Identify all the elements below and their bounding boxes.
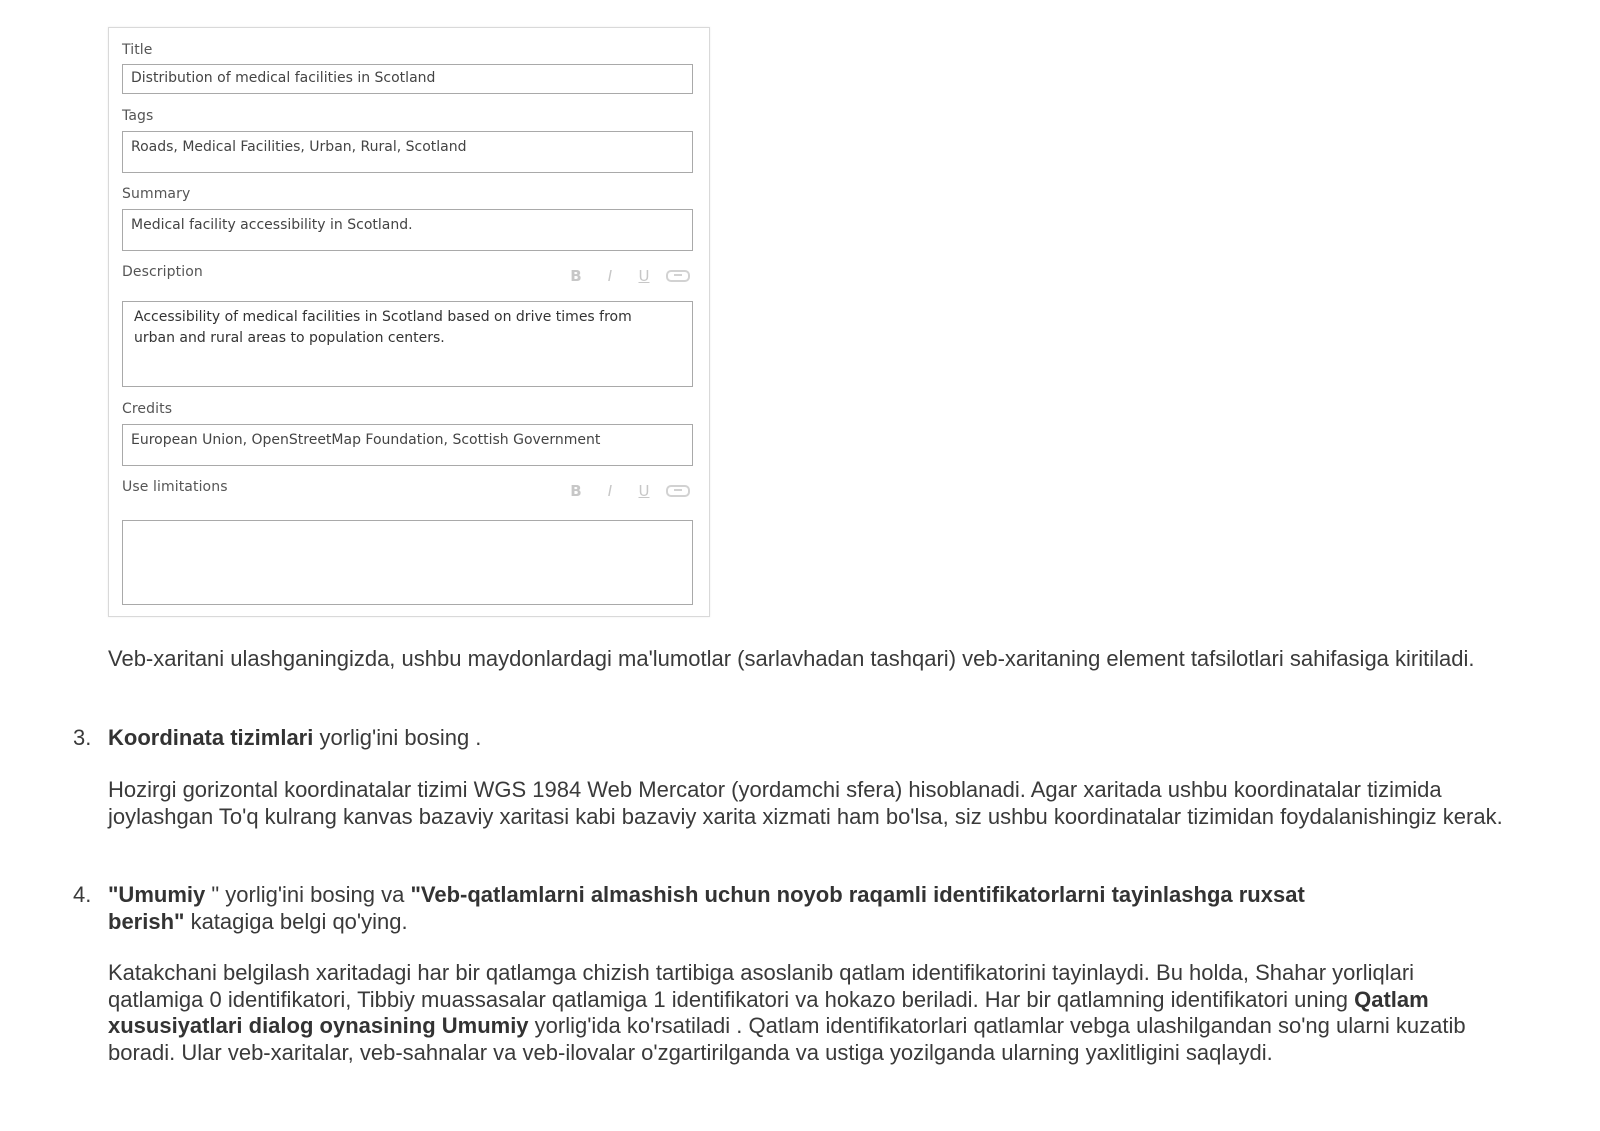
metadata-form xyxy=(108,27,710,617)
credits-input[interactable]: European Union, OpenStreetMap Foundation, Scottish Government xyxy=(122,424,693,466)
underline-button[interactable]: U xyxy=(638,482,650,500)
tags-input[interactable]: Roads, Medical Facilities, Urban, Rural, Scotland xyxy=(122,131,693,173)
step-3-instruction xyxy=(108,725,1508,752)
title-label: Title xyxy=(122,42,153,58)
title-input[interactable] xyxy=(122,64,693,94)
bold-button[interactable]: B xyxy=(570,482,582,500)
coordinate-systems-tab-name: Koordinata tizimlari xyxy=(108,725,314,750)
italic-button[interactable]: I xyxy=(607,267,613,285)
bold-button[interactable]: B xyxy=(570,267,582,285)
description-label: Description xyxy=(122,264,203,280)
step-4-text-end: katagiga belgi qo'ying. xyxy=(184,908,408,934)
underline-button[interactable]: U xyxy=(638,267,650,285)
use-limitations-label: Use limitations xyxy=(122,479,228,495)
link-button[interactable] xyxy=(661,266,695,286)
description-toolbar xyxy=(559,266,695,286)
tags-label: Tags xyxy=(122,108,154,124)
use-limitations-input[interactable] xyxy=(122,520,693,605)
link-button[interactable] xyxy=(661,481,695,501)
step-4-note xyxy=(108,960,1508,1066)
summary-input[interactable]: Medical facility accessibility in Scotland. xyxy=(122,209,693,251)
link-icon xyxy=(666,485,690,497)
step-4-note-text: Katakchani belgilash xaritadagi har bir qatlamga chizish tartibiga asoslanib qatlam identifikatorini tayinlaydi. Bu holda, Shahar yorliqlari qatlamiga 0 identifikatori, Tibbiy muassasalar qatlamiga 1 identifikatori va hokazo beriladi. Har bir qatlamning identifikatori uning xyxy=(108,960,1415,1012)
step-number: 4. xyxy=(73,882,92,907)
step-number: 3. xyxy=(73,725,92,750)
step-4-text: " yorlig'ini bosing va xyxy=(205,882,411,907)
share-note: Veb-xaritani ulashganingizda, ushbu maydonlardagi ma'lumotlar (sarlavhadan tashqari) veb-xaritaning element tafsilotlari sahifasiga kiritiladi. xyxy=(108,646,1475,671)
description-input[interactable]: Accessibility of medical facilities in Scotland based on drive times from urban and rural areas to population centers. xyxy=(122,301,693,387)
unique-ids-option-name: "Veb-qatlamlarni almashish uchun noyob raqamli identifikatorlarni tayinlashga ruxsat berish" xyxy=(108,882,1305,934)
step-3-note: Hozirgi gorizontal koordinatalar tizimi WGS 1984 Web Mercator (yordamchi sfera) hisoblanadi. Agar xaritada ushbu koordinatalar tizimida joylashgan To'q kulrang kanvas bazaviy xaritasi kabi bazaviy xarita xizmati ham bo'lsa, siz ushbu koordinatalar tizimidan foydalanishingiz kerak. xyxy=(108,777,1503,829)
general-tab-name: "Umumiy xyxy=(108,882,206,907)
summary-label: Summary xyxy=(122,186,191,202)
italic-button[interactable]: I xyxy=(607,482,613,500)
step-4-instruction xyxy=(108,882,1378,935)
layer-properties-reference: Qatlam xususiyatlari dialog oynasining Umumiy xyxy=(108,986,1429,1038)
use-limitations-toolbar xyxy=(559,481,695,501)
link-icon xyxy=(666,270,690,282)
step-3-text: yorlig'ini bosing . xyxy=(313,725,482,750)
credits-label: Credits xyxy=(122,401,173,417)
step-4-note-text-end: yorlig'ida ko'rsatiladi . Qatlam identifikatorlari qatlamlar vebga ulashilgandan so'ng ularni kuzatib boradi. Ular veb-xaritalar, veb-sahnalar va veb-ilovalar o'zgartirilganda va ustiga yozilganda ularning yaxlitligini saqlaydi. xyxy=(108,1013,1466,1065)
